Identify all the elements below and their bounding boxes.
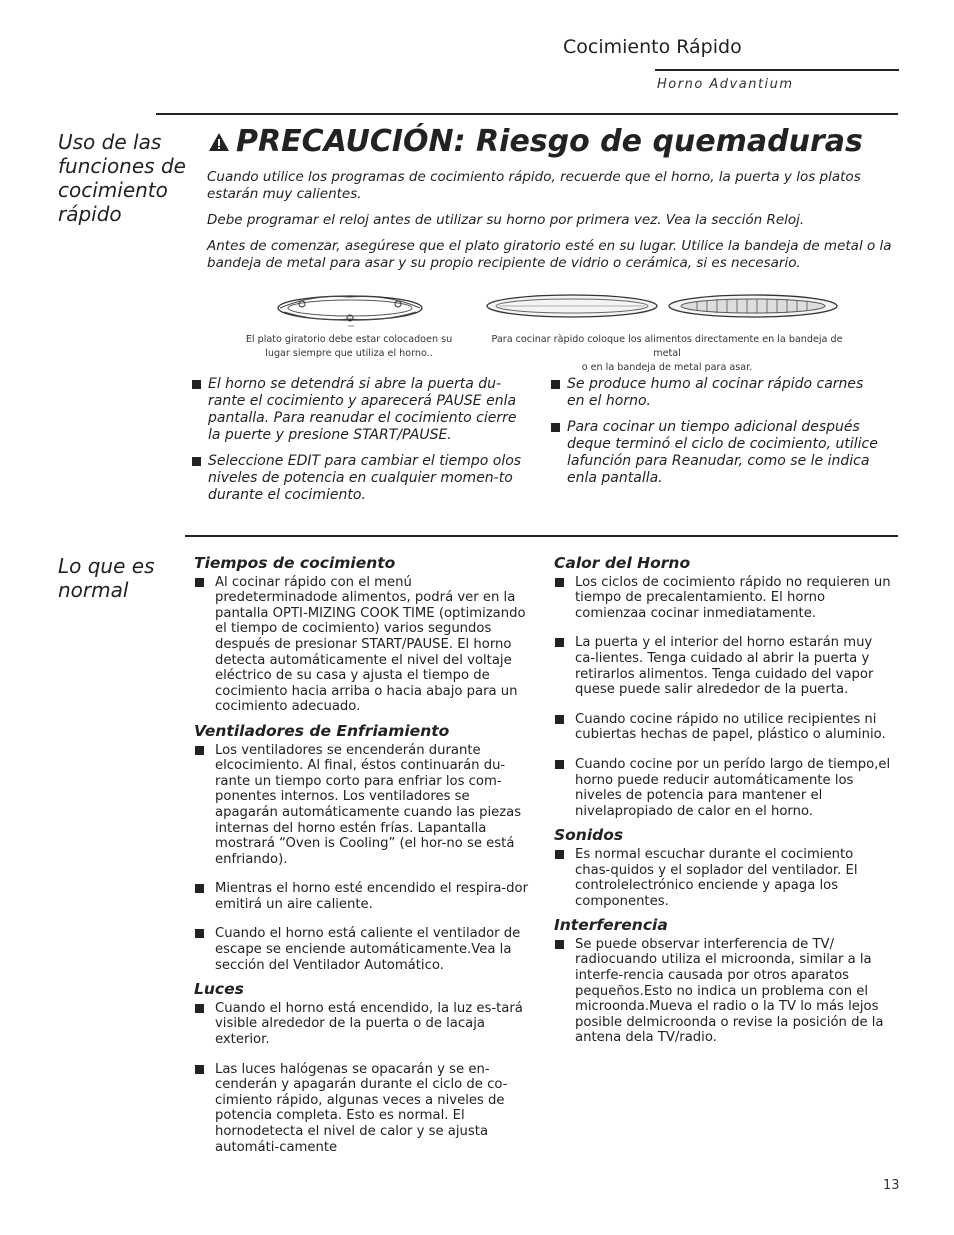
subheading-sounds: Sonidos [554, 826, 624, 845]
caption-line: o en la bandeja de metal para asar. [581, 362, 753, 373]
side-heading-usage: Uso de las funciones de cocimiento rápido [58, 130, 186, 226]
caution-title-text: PRECAUCIÓN: Riesgo de quemaduras [236, 124, 863, 159]
bullet-text: Cuando cocine por un perído largo de tiempo,el horno puede reducir automáticamente los niveles de potencia para mantener el nivelapropiado de calor en el horno. [575, 756, 891, 819]
list-item [194, 575, 530, 715]
bullet-square-icon [551, 423, 560, 432]
caption-line: El plato giratorio debe estar colocadoen su [245, 334, 453, 345]
bullet-square-icon [555, 940, 564, 949]
bullet-square-icon [555, 638, 564, 647]
list-item [194, 743, 530, 868]
list-item [554, 757, 892, 819]
list-item [554, 635, 892, 697]
list-item [194, 1001, 530, 1048]
bullet-text: Es normal escuchar durante el cocimiento chas-quidos y el soplador del ventilador. El controlelectrónico enciende y apaga los componentes. [575, 846, 858, 909]
metal-tray-illustration [485, 293, 660, 321]
caution-bullets-left [192, 376, 532, 513]
subheading-lights: Luces [194, 980, 244, 999]
intro-text [207, 169, 897, 272]
subheading-interference: Interferencia [554, 916, 668, 935]
bullet-square-icon [195, 884, 204, 893]
bullet-text: Los ventiladores se encenderán durante elcocimiento. Al final, éstos continuarán du-rante un tiempo corto para enfriar los com-ponentes internos. Los ventiladores se apagarán automáticamente cuando las piezas internas del horno estén frías. Lapantalla mostrará “Oven is Cooling” (el hor-no se está enfriando). [215, 742, 522, 867]
turntable-illustration [272, 292, 432, 330]
tray-caption [478, 333, 856, 375]
normal-column-left [194, 556, 530, 1164]
bullet-square-icon [555, 850, 564, 859]
caption-line: lugar siempre que utiliza el horno.. [265, 348, 433, 359]
bullet-text: El horno se detendrá si abre la puerta du-rante el cocimiento y aparecerá PAUSE enla pantalla. Para reanudar el cocimiento cierre la puerte y presione START/PAUSE. [208, 376, 517, 443]
bullet-square-icon [555, 760, 564, 769]
bullet-text: Al cocinar rápido con el menú predeterminadode alimentos, podrá ver en la pantalla OPTI-MIZING COOK TIME (optimizando el tiempo de cocimiento) varios segundos después de presionar START/PAUSE. El horno detecta automáticamente el nivel del voltaje eléctrico de su casa y ajusta el tiempo de cocimiento hacia arriba o hacia abajo para un cocimiento adecuado. [215, 574, 526, 715]
bullet-text: Las luces halógenas se opacarán y se en-cenderán y apagarán durante el ciclo de co-cimiento rápido, algunas veces a niveles de potencia completa. Esto es normal. El hornodetecta el nivel de calor y se ajusta automáti-camente [215, 1061, 508, 1155]
list-item [551, 376, 881, 410]
bullet-text: Mientras el horno esté encendido el respira-dor emitirá un aire caliente. [215, 881, 529, 912]
bullet-text: La puerta y el interior del horno estarán muy ca-lientes. Tenga cuidado al abrir la puerta y retirarlos alimentos. Tenga cuidado del vapor quese puede salir alrededor de la puerta. [575, 635, 874, 698]
list-item [554, 847, 892, 909]
bullet-text: Cuando el horno está encendido, la luz es-tará visible alrededor de la puerta o de lacaja exterior. [215, 1000, 523, 1048]
intro-paragraph: Antes de comenzar, asegúrese que el plato giratorio esté en su lugar. Utilice la bandeja de metal o la bandeja de metal para asar y su propio recipiente de vidrio o cerámica, si es necesario. [207, 238, 892, 271]
list-item [554, 712, 892, 743]
list-item [192, 453, 532, 504]
warning-icon [208, 132, 230, 152]
bullet-text: Los ciclos de cocimiento rápido no requieren un tiempo de precalentamiento. El horno comienzaa cocinar inmediatamente. [575, 574, 891, 621]
section-title: Cocimiento Rápido [563, 36, 742, 58]
bullet-square-icon [551, 380, 560, 389]
bullet-text: Seleccione EDIT para cambiar el tiempo olos niveles de potencia en cualquier momen-to durante el cocimiento. [208, 453, 522, 503]
list-item [192, 376, 532, 444]
bullet-text: Se puede observar interferencia de TV/ radiocuando utiliza el microonda, similar a la interfe-rencia causada por otros aparatos pequeños.Esto no indica un problema con el microonda.Mueva el radio o la TV lo más lejos posible delmicroonda o revise la posición de la antena dela TV/radio. [575, 936, 884, 1046]
bullet-square-icon [192, 380, 201, 389]
bullet-square-icon [555, 578, 564, 587]
intro-paragraph: Debe programar el reloj antes de utilizar su horno por primera vez. Vea la sección Reloj. [207, 212, 805, 228]
list-item [194, 926, 530, 973]
broil-tray-illustration [667, 293, 842, 321]
caution-bullets-right [551, 376, 881, 496]
bullet-square-icon [195, 1065, 204, 1074]
bullet-text: Se produce humo al cocinar rápido carnes en el horno. [567, 376, 864, 409]
list-item [194, 881, 530, 912]
caption-line: Para cocinar ràpido coloque los alimentos directamente en la bandeja de metal [491, 334, 843, 359]
list-item [554, 937, 892, 1046]
top-divider [156, 113, 898, 115]
bullet-square-icon [555, 715, 564, 724]
bullet-square-icon [192, 457, 201, 466]
bullet-text: Para cocinar un tiempo adicional después deque terminó el ciclo de cocimiento, utilice lafunción para Reanudar, como se le indica enla pantalla. [567, 419, 878, 486]
bullet-text: Cuando cocine rápido no utilice recipientes ni cubiertas hechas de papel, plástico o aluminio. [575, 711, 886, 743]
list-item [551, 419, 881, 487]
bullet-square-icon [195, 929, 204, 938]
page-number: 13 [883, 1178, 900, 1193]
header-rule [655, 69, 899, 71]
bullet-square-icon [195, 746, 204, 755]
normal-column-right [554, 556, 892, 1055]
bullet-square-icon [195, 578, 204, 587]
bullet-square-icon [195, 1004, 204, 1013]
turntable-caption [240, 333, 458, 361]
side-heading-normal: Lo que es normal [58, 554, 155, 602]
subheading-oven-heat: Calor del Horno [554, 554, 691, 572]
caution-title [208, 124, 863, 159]
bullet-text: Cuando el horno está caliente el ventilador de escape se enciende automáticamente.Vea la sección del Ventilador Automático. [215, 926, 521, 973]
list-item [194, 1062, 530, 1156]
section-divider [185, 535, 898, 537]
product-name: Horno Advantium [657, 77, 794, 92]
intro-paragraph: Cuando utilice los programas de cocimiento rápido, recuerde que el horno, la puerta y los platos estarán muy calientes. [207, 169, 861, 202]
subheading-cook-times: Tiempos de cocimiento [194, 554, 396, 572]
subheading-cooling-fans: Ventiladores de Enfriamiento [194, 721, 450, 740]
list-item [554, 575, 892, 622]
